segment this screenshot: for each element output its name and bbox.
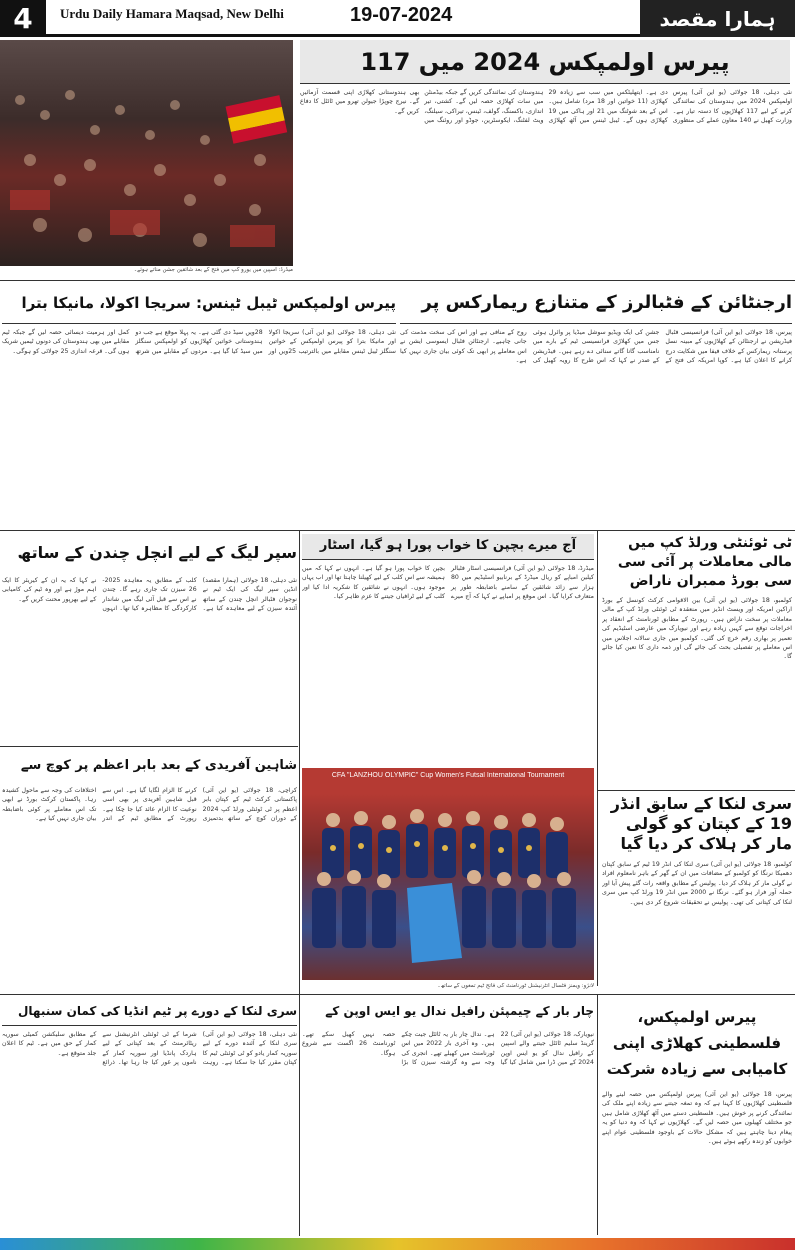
t20-worldcup-headline: ٹی ٹوئنٹی ورلڈ کپ میں مالی معاملات پر آئی سی سی بورڈ ممبران ناراض [617,535,792,589]
crowd-icon [0,40,293,266]
column-divider [597,995,598,1235]
olympics-main-body: نئی دہلی، 18 جولائی (یو این آئی) پیرس اولمپکس 2024 میں ہندوستان کی نمائندگی کرنے کے لیے 117 کھلاڑیوں کا دستہ تیار ہے۔ وزارت کھیل نے 140 معاون عملے کی منظوری دی ہے۔ ایتھلیٹکس میں سب سے زیادہ 29 کھلاڑی (11 خواتین اور 18 مرد) شامل ہیں۔ اس کے بعد شوٹنگ میں 21 اور ہاکی میں 19 کھلاڑی ہوں گے۔ ٹیبل ٹینس میں آٹھ کھلاڑی ہندوستان کی نمائندگی کریں گے جبکہ بیڈمنٹن میں سات کھلاڑی حصہ لیں گے۔ کشتی، تیر اندازی، باکسنگ، گولف، ٹینس، تیراکی، سیلنگ، ویٹ لفٹنگ، ایکوسٹرین، جوڈو اور روئنگ میں بھی ہندوستانی کھلاڑی اپنی قسمت آزمائیں گے۔ نیرج چوپڑا جیولن تھرو میں ٹائٹل کا دفاع کریں گے۔ [300,89,792,125]
team-india-body: نئی دہلی، 18 جولائی (یو این آئی) سری لنکا کے آئندہ دورے کے لیے سوریہ کمار یادو کو ٹی ٹوئنٹی ٹیم کا کپتان مقرر کیا جا سکتا ہے۔ روہت شرما کے ٹی ٹوئنٹی انٹرنیشنل سے ریٹائرمنٹ کے بعد کپتانی کے لیے ہاردک پانڈیا اور سوریہ کمار کے ناموں پر غور کیا جا رہا تھا۔ ذرائع کے مطابق سلیکشن کمیٹی سوریہ کمار کے حق میں ہے۔ ٹیم کا اعلان جلد متوقع ہے۔ [2,1031,297,1067]
publication-name: Urdu Daily Hamara Maqsad, New Delhi [60,6,284,21]
sri-lanka-captain-headline: سری لنکا کے سابق انڈر 19 کے کپتان کو گولی مار کر ہلاک کر دیا گیا [610,794,792,853]
childhood-dream-headline: آج میرے بچپن کا خواب پورا ہو گیا، اسٹار [302,534,594,560]
us-open-body: نیویارک، 18 جولائی (یو این آئی) 22 گرینڈ سلیم ٹائٹل جیتنے والے اسپین کے رافیل ندال کو یو ایس اوپن 2024 کے مین ڈرا میں شامل کیا گیا ہے۔ ندال چار بار یہ ٹائٹل جیت چکے ہیں۔ وہ آخری بار 2022 میں اس ٹورنامنٹ میں کھیلے تھے۔ انجری کی وجہ سے وہ گزشتہ سیزن کا بڑا حصہ نہیں کھیل سکے تھے۔ ٹورنامنٹ 26 اگست سے شروع ہوگا۔ [302,1031,594,1067]
section-divider [0,746,298,747]
publication-date: 19-07-2024 [350,4,453,26]
team-players-icon [302,768,594,980]
childhood-dream-body: میڈرڈ، 18 جولائی (یو این آئی) فرانسیسی اسٹار فٹبالر کیلین امباپے کو ریال میڈرڈ کے برنابیو اسٹیڈیم میں 80 ہزار سے زائد شائقین کے سامنے باضابطہ طور پر متعارف کرایا گیا۔ اس موقع پر امباپے نے کہا کہ آج میرے بچپن کا خواب پورا ہو گیا ہے۔ انہوں نے کہا کہ میں ہمیشہ سے اس کلب کے لیے کھیلنا چاہتا تھا اور اب یہاں موجود ہوں۔ انہوں نے شائقین کا شکریہ ادا کیا اور کلب کے لیے ٹرافیاں جیتنے کا عزم ظاہر کیا۔ [302,565,594,601]
argentina-headline: ارجنٹائن کے فٹبالرز کے متنازع ریمارکس پر [400,284,792,324]
argentina-body: پیرس، 18 جولائی (یو این آئی) فرانسیسی فٹبال فیڈریشن نے ارجنٹائن کے کھلاڑیوں کے مبینہ نسل پرستانہ ریمارکس کے خلاف فیفا میں شکایت درج کرانے کا اعلان کیا ہے۔ کوپا امریکہ کی فتح کے جشن کی ایک ویڈیو سوشل میڈیا پر وائرل ہوئی جس میں کھلاڑی فرانسیسی ٹیم کے بارے میں نامناسب گانا گاتے سنائی دے رہے ہیں۔ فیڈریشن کے صدر نے کہا کہ اس طرح کا رویہ کھیل کی روح کے منافی ہے اور اس کی سخت مذمت کی جانی چاہیے۔ ارجنٹائن فٹبال ایسوسی ایشن نے اس معاملے پر ابھی تک کوئی بیان جاری نہیں کیا ہے۔ [400,329,792,365]
olympics-main-headline: پیرس اولمپکس 2024 میں 117 [300,40,790,84]
crowd-photo [0,40,293,266]
futsal-team-photo [302,768,594,980]
super-league-headline: سپر لیگ کے لیے انچل چندن کے ساتھ [17,543,297,562]
shaheen-body: کراچی، 18 جولائی (یو این آئی) پاکستانی کرکٹ ٹیم کے کپتان بابر اعظم پر ٹی ٹوئنٹی ورلڈ کپ 2024 کے دوران کوچ کے ساتھ بدتمیزی کرنے کا الزام لگایا گیا ہے۔ اس سے قبل شاہین آفریدی پر بھی اسی نوعیت کا الزام عائد کیا جا چکا ہے۔ رپورٹ کے مطابق ٹیم کے اندر اختلافات کی وجہ سے ماحول کشیدہ رہا۔ پاکستان کرکٹ بورڈ نے ابھی تک اس معاملے پر کوئی باضابطہ بیان جاری نہیں کیا ہے۔ [2,787,297,823]
newspaper-logo: ہمارا مقصد [640,0,795,37]
futsal-photo-caption: لانژو: ویمنز فٹسال انٹرنیشنل ٹورنامنٹ کی فاتح ٹیم تمغوں کے ساتھ۔ [437,983,594,989]
table-tennis-headline: پیرس اولمپکس ٹیبل ٹینس: سریجا اکولا، مانیکا بترا [2,284,396,324]
sri-lanka-captain-body: کولمبو، 18 جولائی (یو این آئی) سری لنکا کی انڈر 19 ٹیم کے سابق کپتان دھمیکا نرنگا کو کولمبو کے مضافات میں ان کے گھر کے باہر نامعلوم افراد نے گولی مار کر ہلاک کر دیا۔ پولیس کے مطابق واقعہ رات گئے پیش آیا اور حملہ آور فرار ہو گئے۔ نرنگا نے 2000 میں انڈر 19 ورلڈ کپ میں سری لنکا کی کپتانی کی تھی۔ پولیس نے تحقیقات شروع کر دی ہیں۔ [602,861,792,906]
shaheen-headline: شاہین آفریدی کے بعد بابر اعظم پر کوچ سے [20,758,297,773]
section-divider [0,280,795,281]
section-divider [598,790,795,791]
column-divider [597,531,598,986]
color-footer-bar [0,1238,795,1250]
palestine-headline: پیرس اولمپکس، فلسطینی کھلاڑی اپنی کامیابی سے زیادہ شرکت [606,1008,788,1078]
section-divider [0,530,795,531]
t20-worldcup-body: کولمبو، 18 جولائی (یو این آئی) بین الاقوامی کرکٹ کونسل کے بورڈ اراکین امریکہ اور ویسٹ انڈیز میں منعقدہ ٹی ٹوئنٹی ورلڈ کپ کے مالی معاملات پر سخت ناراض ہیں۔ رپورٹ کے مطابق ٹورنامنٹ کے انعقاد پر اخراجات توقع سے کہیں زیادہ رہے اور نیویارک میں عارضی اسٹیڈیم کی تعمیر پر بھاری رقم خرچ کی گئی۔ کولمبو میں جاری سالانہ اجلاس میں اس معاملے پر تفصیلی بحث کی جائے گی اور ذمہ داری کا تعین کیا جائے گا۔ [602,597,792,661]
table-tennis-body: نئی دہلی، 18 جولائی (یو این آئی) سریجا اکولا اور مانیکا بترا کو پیرس اولمپکس کے خواتین سنگلز ٹیبل ٹینس مقابلے میں بالترتیب 25ویں اور 28ویں سیڈ دی گئی ہے۔ یہ پہلا موقع ہے جب دو ہندوستانی خواتین کھلاڑیوں کو اولمپکس سنگلز میں سیڈ کیا گیا ہے۔ مردوں کے مقابلے میں شرتھ کمل اور ہرمیت دیسائی حصہ لیں گے جبکہ ٹیم مقابلے میں بھی ہندوستان کی دونوں ٹیمیں شریک ہوں گی۔ قرعہ اندازی 25 جولائی کو ہوگی۔ [2,329,396,355]
super-league-body: نئی دہلی، 18 جولائی (ہمارا مقصد) انڈین سپر لیگ کی ایک ٹیم نے نوجوان فٹبالر انچل چندن کے ساتھ آئندہ سیزن کے لیے معاہدہ کیا ہے۔ کلب کے مطابق یہ معاہدہ 2025-26 سیزن تک جاری رہے گا۔ چندن نے اس سے قبل آئی لیگ میں شاندار کارکردگی کا مظاہرہ کیا تھا۔ انہوں نے کہا کہ یہ ان کے کیریئر کا ایک اہم موڑ ہے اور وہ ٹیم کی کامیابی کے لیے بھرپور محنت کریں گے۔ [2,577,297,613]
team-india-headline: سری لنکا کے دورے پر ٹیم انڈیا کی کمان سنبھال [2,998,297,1026]
column-divider [299,531,300,1236]
page-number: 4 [0,0,46,37]
palestine-body: پیرس، 18 جولائی (یو این آئی) پیرس اولمپکس میں حصہ لینے والے فلسطینی کھلاڑیوں کا کہنا ہے کہ وہ تمغہ جیتنے سے زیادہ اپنے ملک کی نمائندگی کرنے پر خوش ہیں۔ فلسطینی دستے میں آٹھ کھلاڑی شامل ہیں جو مختلف کھیلوں میں حصہ لیں گے۔ کھلاڑیوں نے کہا کہ وہ دنیا کو یہ پیغام دینا چاہتے ہیں کہ مشکل حالات کے باوجود فلسطینی عوام اپنے خوابوں کو زندہ رکھے ہوئے ہیں۔ [602,1091,792,1146]
us-open-headline: چار بار کے چیمپئن رافیل ندال یو ایس اوپن کے [325,1004,594,1018]
tournament-banner: CFA "LANZHOU OLYMPIC" Cup Women's Futsal International Tournament [331,772,565,779]
crowd-photo-caption: میڈرڈ: اسپین میں یورو کپ میں فتح کے بعد شائقین جشن مناتے ہوئے۔ [133,267,293,273]
section-divider [0,994,795,995]
